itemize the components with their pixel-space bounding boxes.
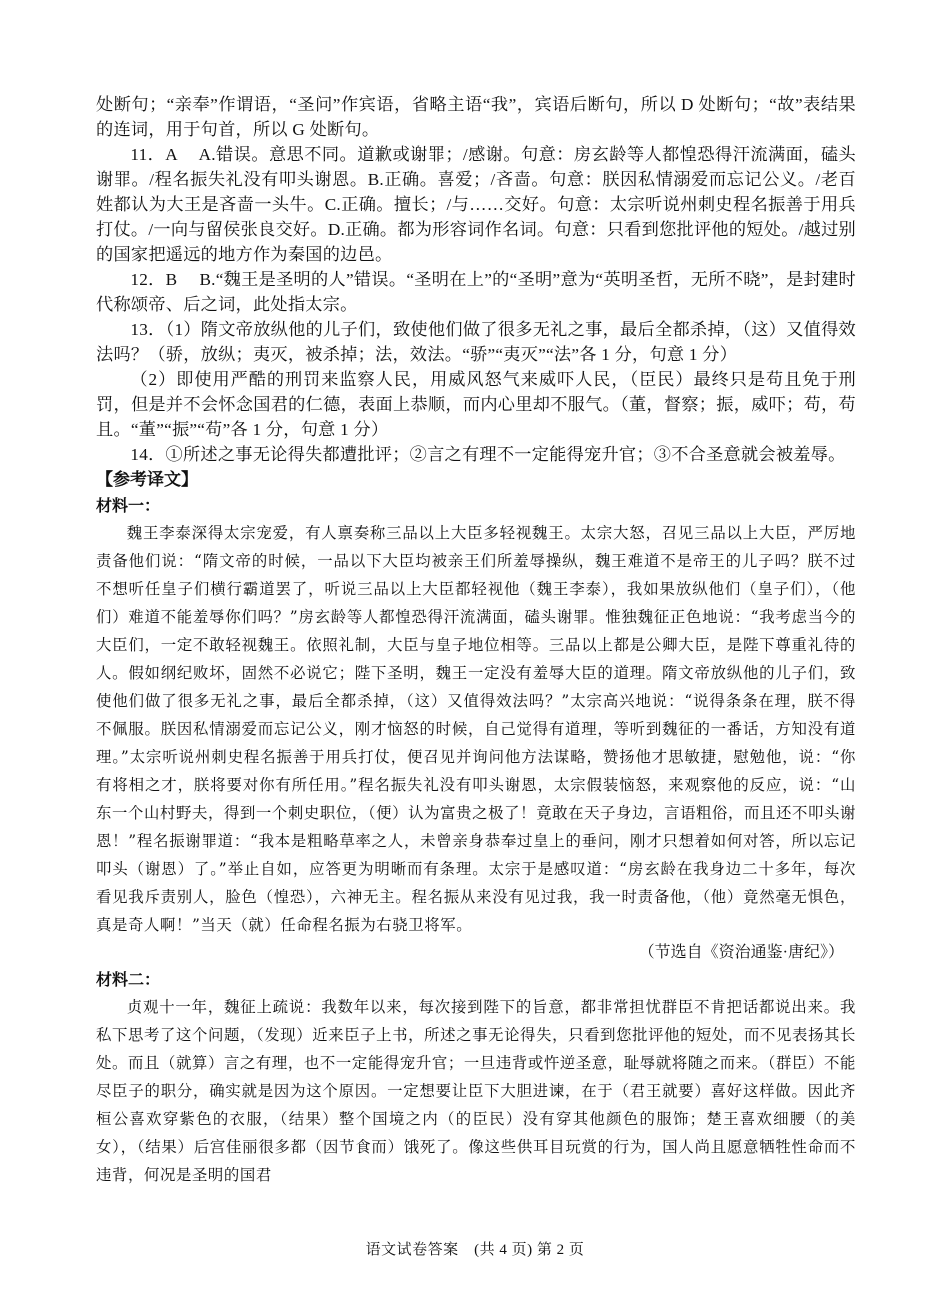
material-two-text: 贞观十一年，魏征上疏说：我数年以来，每次接到陛下的旨意，都非常担忧群臣不肯把话都说出来。我私下思考了这个问题，（发现）近来臣子上书，所述之事无论得失，只看到您批评他的短处，而不见表扬其长处。而且（就算）言之有理，也不一定能得宠升官；一旦违背或忤逆圣意，耻辱就将随之而来。（群臣）不能尽臣子的职分，确实就是因为这个原因。一定想要让臣下大胆进谏，在于（君王就要）喜好这样做。因此齐桓公喜欢穿紫色的衣服，（结果）整个国境之内（的臣民）没有穿其他颜色的服饰；楚王喜欢细腰（的美女），（结果）后宫佳丽很多都（因节食而）饿死了。像这些供耳目玩赏的行为，国人尚且愿意牺牲性命而不违背，何况是圣明的国君: [96, 998, 856, 1184]
answer-section: [96, 92, 856, 467]
answer-q13-part1: 13．（1）隋文帝放纵他的儿子们，致使他们做了很多无礼之事，最后全都杀掉，（这）又值得效法吗？（骄，放纵；夷灭，被杀掉；法，效法。“骄”“夷灭”“法”各 1 分，句意 1 分）: [96, 320, 856, 364]
translation-heading: 【参考译文】: [96, 470, 198, 490]
material-two-label: 材料二：: [96, 970, 161, 989]
material-one-text: 魏王李泰深得太宗宠爱，有人禀奏称三品以上大臣多轻视魏王。太宗大怒，召见三品以上大臣，严厉地责备他们说：“隋文帝的时候，一品以下大臣均被亲王们所羞辱操纵，魏王难道不是帝王的儿子吗？朕不过不想听任皇子们横行霸道罢了，听说三品以上大臣都轻视他（魏王李泰），我如果放纵他们（皇子们），（他们）难道不能羞辱你们吗？”房玄龄等人都惶恐得汗流满面，磕头谢罪。惟独魏征正色地说：“我考虑当今的大臣们，一定不敢轻视魏王。依照礼制，大臣与皇子地位相等。三品以上都是公卿大臣，是陛下尊重礼待的人。假如纲纪败坏，固然不必说它；陛下圣明，魏王一定没有羞辱大臣的道理。隋文帝放纵他的儿子们，致使他们做了很多无礼之事，最后全都杀掉，（这）又值得效法吗？”太宗高兴地说：“说得条条在理，朕不得不佩服。朕因私情溺爱而忘记公义，刚才恼怒的时候，自己觉得有道理，等听到魏征的一番话，方知没有道理。”太宗听说州刺史程名振善于用兵打仗，便召见并询问他方法谋略，赞扬他才思敏捷，慰勉他，说：“你有将相之才，朕将要对你有所任用。”程名振失礼没有叩头谢恩，太宗假装恼怒，来观察他的反应，说：“山东一个山村野夫，得到一个刺史职位，（便）认为富贵之极了！竟敢在天子身边，言语粗俗，而且还不叩头谢恩！”程名振谢罪道：“我本是粗略草率之人，未曾亲身恭奉过皇上的垂问，刚才只想着如何对答，所以忘记叩头（谢恩）了。”举止自如，应答更为明晰而有条理。太宗于是感叹道：“房玄龄在我身边二十多年，每次看见我斥责别人，脸色（惶恐），六神无主。程名振从来没有见过我，我一时责备他，（他）竟然毫无惧色，真是奇人啊！”当天（就）任命程名振为右骁卫将军。: [96, 524, 856, 934]
page-footer: 语文试卷答案 (共 4 页) 第 2 页: [365, 1242, 585, 1258]
translation-section: [96, 467, 856, 1189]
answer-q10-continued: 处断句；“亲奉”作谓语，“圣问”作宾语，省略主语“我”，宾语后断句，所以 D 处断句；“故”表结果的连词，用于句首，所以 G 处断句。: [96, 95, 856, 139]
answer-q12: 12．B B.“魏王是圣明的人”错误。“圣明在上”的“圣明”意为“英明圣哲，无所不晓”，是封建时代称颂帝、后之词，此处指太宗。: [96, 270, 856, 314]
answer-q11: 11．A A.错误。意思不同。道歉或谢罪；/感谢。句意：房玄龄等人都惶恐得汗流满面，磕头谢罪。/程名振失礼没有叩头谢恩。B.正确。喜爱；/吝啬。句意：朕因私情溺爱而忘记公义。/老百姓都认为大王是吝啬一头牛。C.正确。擅长；/与……交好。句意：太宗听说州刺史程名振善于用兵打仗。/一向与留侯张良交好。D.正确。都为形容词作名词。句意：只看到您批评他的短处。/越过别的国家把遥远的地方作为秦国的边邑。: [96, 145, 856, 264]
material-one-label: 材料一：: [96, 496, 161, 515]
answer-q14: 14．①所述之事无论得失都遭批评；②言之有理不一定能得宠升官；③不合圣意就会被羞辱。: [130, 445, 846, 464]
answer-q13-part2: （2）即使用严酷的刑罚来监察人民，用威风怒气来威吓人民，（臣民）最终只是苟且免于刑罚，但是并不会怀念国君的仁德，表面上恭顺，而内心里却不服气。（董，督察；振，威吓；苟，苟且。“董”“振”“苟”各 1 分，句意 1 分）: [96, 370, 856, 439]
material-one-source: （节选自《资治通鉴·唐纪》）: [638, 944, 844, 961]
answer-page: [96, 92, 856, 1189]
